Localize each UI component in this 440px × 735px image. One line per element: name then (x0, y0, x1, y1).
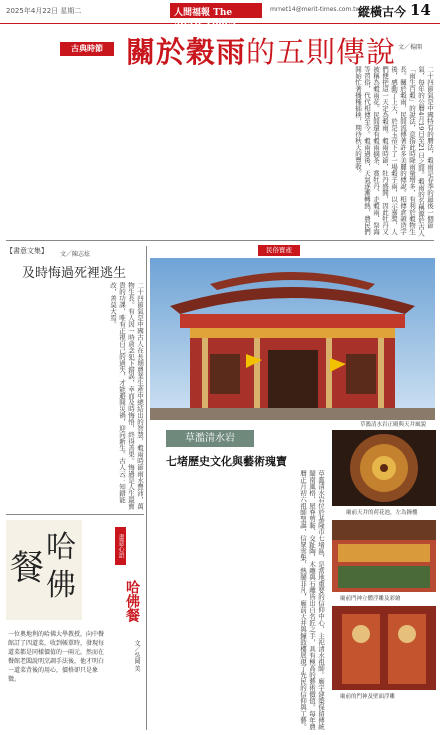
newspaper-brand: 人間福報 The Merit Times (170, 3, 262, 18)
main-photo-caption: 草濫清水岩正殿與天井風貌 (360, 422, 427, 428)
temple-illustration (150, 258, 435, 420)
top-article-body: 二十四節氣是中國特有的曆法，穀雨是春季的最後一個節氣，每年的公曆4月19日至21日之間。穀雨的名稱源於古人「雨生百穀」的說法，意指此時降雨量增多，有利於穀物生長。關於穀雨，民間流傳著許多美麗的傳說。相傳倉頡造字後，感動了上天，於是玉帝下了一場穀子雨，以示嘉獎，人們便把這一天定為穀雨。穀雨時節，牡丹盛開，因此牡丹又被稱為穀雨花。民間還有穀雨摘茶、賞牡丹、走穀雨、祭海等習俗，代代相傳至今。穀雨過後，天氣逐漸轉熱，農民們開始忙著播種插秧，期待秋天的豐收。 (354, 66, 434, 237)
page-number: 14 (410, 1, 431, 19)
calligraphy-char-2: 佛 (46, 568, 76, 603)
bottom-section-tag: 書意心語 (115, 527, 126, 565)
top-headline (126, 30, 396, 71)
roof-carving-illustration (332, 520, 436, 592)
left-article-body: 二十四節氣是中國古人在長期農業生產中總結出的智慧，穀雨時節雨水豐沛，萬物生長。有人因一時貪念犯下錯誤，幸而及時悔悟，終得善果。悔過是人生最寶貴的功課，唯有正視自己的過失，才能避開災禍，迎向新生。古人云：知錯能改，善莫大焉。 (109, 282, 144, 510)
feature-article-body: 草濫清水岩位於基隆市七堵區，是當地重要的信仰中心，主祀清水祖師。廟宇建築保留傳統閩南風格，屋脊剪黏、交趾陶、木雕與石雕皆出自名匠之手，具有極高的藝術價值。每年農曆正月初六祖師聖誕，信眾雲集，熱鬧非凡，廟前天井與鐘鼓樓展現了先民的信仰與工藝。 (299, 470, 325, 730)
left-byline: 文／陳志炫 (60, 251, 91, 258)
bottom-article-body: 一位奧地利的哈佛大學教授，向中餐館訂了四道菜，收到帳單時，發現每道菜都是同樣價值的一兩元。然而在餐館老闆說明烹調手法後，他才明白一道菜背後的用心，價格卻只是象徵。 (8, 631, 105, 683)
page-header (0, 0, 440, 28)
detail-photo-2 (332, 520, 436, 592)
section-name: 縱橫古今 (358, 5, 407, 19)
feature-tag: 民俗寶產 (258, 245, 300, 256)
left-section-tag: 【書意文集】 (6, 247, 48, 255)
bottom-byline: 文／吳岡 美 (133, 640, 140, 672)
detail-photo-3 (332, 606, 436, 690)
detail-photo-1 (332, 430, 436, 506)
issue-date: 2025年4月22日 星期二 (6, 7, 82, 15)
feature-kicker: 草濫清水岩 (166, 430, 254, 447)
detail-caption-2: 廟前天井的荷花池，左為鐘樓 (346, 510, 418, 516)
top-kicker: 古典時節 (60, 42, 114, 56)
headline-rest: 的五則傳說 (246, 35, 397, 69)
bottom-divider (6, 514, 144, 515)
section-divider (6, 240, 434, 241)
column-divider (146, 246, 147, 730)
door-god-illustration (332, 606, 436, 690)
dome-ceiling-illustration (332, 430, 436, 506)
calligraphy-char-3: 餐 (10, 548, 44, 588)
calligraphy-art (6, 520, 82, 620)
calligraphy-char-1: 哈 (46, 530, 76, 565)
contact-email: mrnet14@merit-times.com.tw (270, 6, 361, 13)
top-byline: 文／楊開 (398, 44, 423, 51)
left-article-title: 及時悔過死裡逃生 (22, 266, 127, 281)
feature-headline: 七堵歷史文化與藝術瑰寶 (166, 455, 287, 468)
temple-photo (150, 258, 435, 420)
bottom-title: 哈佛餐 (124, 580, 140, 622)
detail-caption-3: 廟前門神立體浮雕及彩繪 (340, 596, 401, 602)
headline-bold: 關於穀雨 (126, 35, 247, 69)
detail-caption-4: 廟前的門神及壁面浮雕 (340, 694, 396, 700)
